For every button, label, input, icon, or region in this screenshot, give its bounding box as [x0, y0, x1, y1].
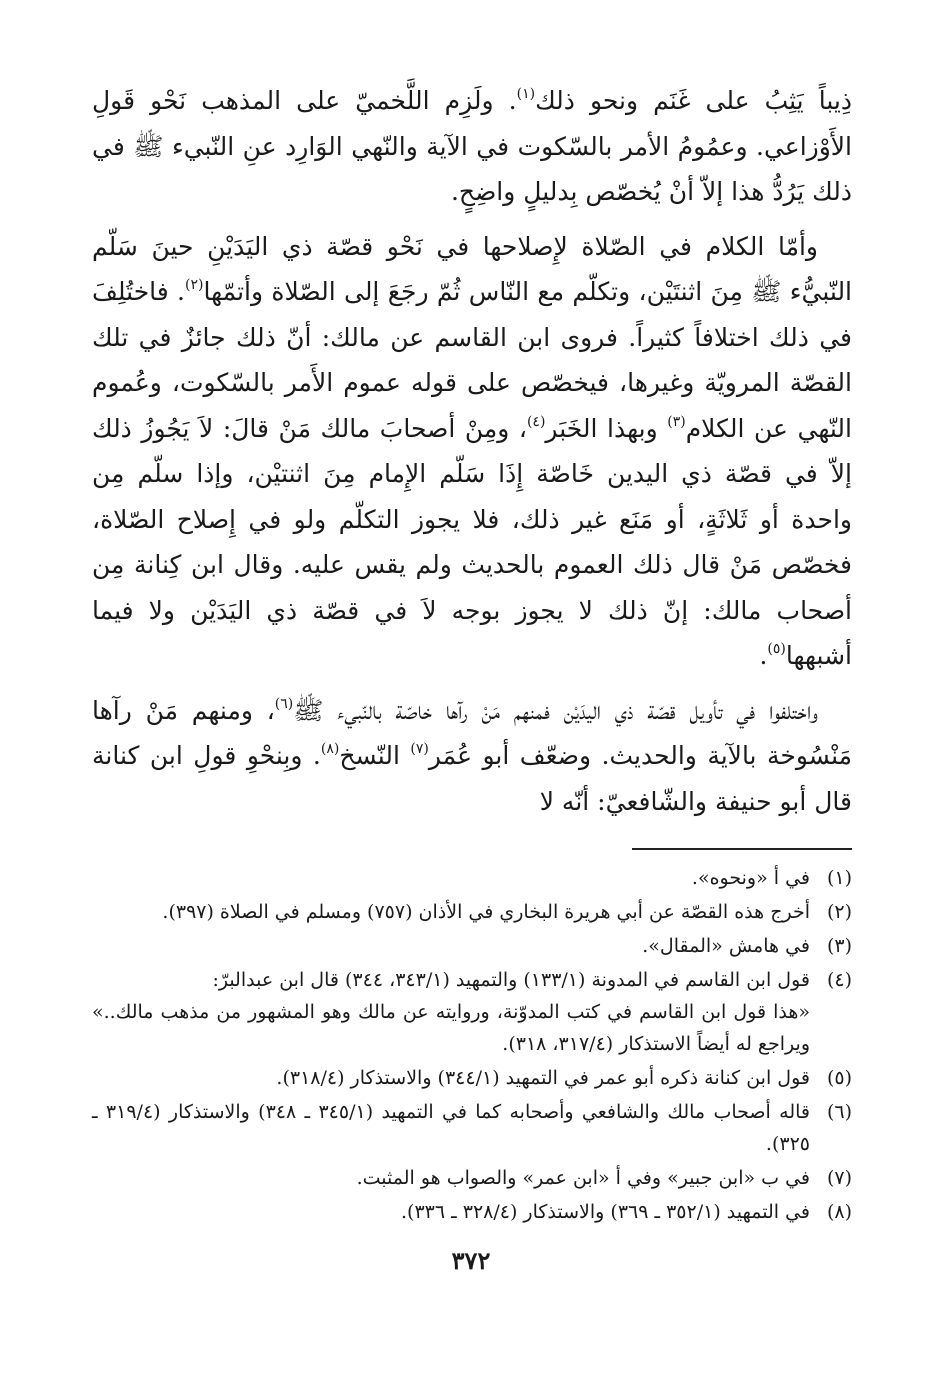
footnote-number: (٥): [826, 1067, 852, 1089]
footnote-number: (٦): [826, 1101, 852, 1123]
footnote: [92, 896, 852, 928]
footnote-divider: [632, 848, 852, 850]
footnote-text: [92, 1096, 810, 1160]
footnote-line: أخرج هذه القصّة عن أبي هريرة البخاري في الأذان (٧٥٧) ومسلم في الصلاة (٣٩٧).: [162, 901, 810, 923]
text-span: وبهذا الخَبَر: [545, 413, 668, 443]
footnote-line: قول ابن القاسم في المدونة (١٣٣/١) والتمهيد (٣٤٣/١، ٣٤٤) قال ابن عبدالبرّ:: [212, 969, 810, 991]
footnote-ref-4[interactable]: (٤): [526, 413, 546, 430]
footnote-line: في ب «ابن جبير» وفي أ «ابن عمر» والصواب هو المثبت.: [356, 1167, 810, 1189]
footnote-number: (٤): [826, 969, 852, 991]
footnote: [92, 1196, 852, 1228]
footnote-line: في هامش «المقال».: [642, 935, 810, 957]
footnote-text: [92, 896, 810, 928]
footnote-text: [92, 1196, 810, 1228]
text-span: ذِيباً يَثِبُ على غَنَم ونحو ذلك: [535, 86, 852, 115]
footnote: [92, 862, 852, 894]
paragraph-2: [92, 224, 852, 679]
text-span: .: [759, 641, 768, 670]
text-span: واختلفوا في تأويل قصّة ذي اليدَيْن فمنهم مَنْ رآها خاصّة بالنّبيء ﷺ: [293, 695, 818, 725]
footnote-number: (٣): [826, 935, 852, 957]
footnote-ref-7[interactable]: (٧): [410, 741, 429, 757]
main-text: [92, 78, 852, 824]
footnote-line: في التمهيد (٣٥٢/١ ـ ٣٦٩) والاستذكار (٣٢٨/٤ ـ ٣٣٦).: [401, 1201, 810, 1223]
footnote-text: [92, 1062, 810, 1094]
footnote-ref-6[interactable]: (٦): [274, 695, 294, 712]
footnote-text: [92, 930, 810, 962]
footnote-line: قول ابن كنانة ذكره أبو عمر في التمهيد (٣٤٤/١) والاستذكار (٣١٨/٤).: [276, 1067, 810, 1089]
footnote-number: (٧): [826, 1167, 852, 1189]
footnote-line: قاله أصحاب مالك والشافعي وأصحابه كما في التمهيد (٣٤٥/١ ـ ٣٤٨) والاستذكار (٣١٩/٤ ـ ٣٢٥).: [92, 1101, 810, 1155]
text-span: ، ومنهم مَنْ رآها مَنْسُوخة بالآية والحديث. وضعّف أبو عُمَر: [92, 695, 853, 770]
text-span: . ولَزِم اللَّخميّ على المذهب نَحْو قَولِ الأَوْزاعي. وعمُومُ الأمر بالسّكوت في الآية والنّهي الوَارِد عنِ النّبيء ﷺ في ذلك يَرُدُّ هذا إلاّ أنْ يُخصّص بِدليلٍ واضِحٍ.: [92, 86, 852, 206]
footnote-text: [92, 964, 810, 1060]
footnote-line: في أ «ونحوه».: [691, 867, 810, 889]
footnote-text: [92, 862, 810, 894]
paragraph-1: [92, 78, 852, 215]
footnote: [92, 1162, 852, 1194]
paragraph-3: [92, 688, 852, 825]
text-span: وأمّا الكلام في الصّلاة لإِصلاحها في نَحْو قصّة ذي اليَدَيْنِ حينَ سَلّم النّبيُّء ﷺ مِنَ اثنتَيْن، وتكلّم مع النّاس ثُمّ رجَعَ إلى الصّلاة وأتمّها: [92, 231, 853, 306]
footnote-ref-2[interactable]: (٢): [185, 277, 204, 293]
footnote: [92, 1062, 852, 1094]
footnote-ref-1[interactable]: (١): [516, 86, 536, 102]
footnote: [92, 964, 852, 1060]
text-span: ، ومِنْ أصحابَ مالك مَنْ قالَ: لاَ يَجُوزُ ذلك إلاّ في قصّة ذي اليدين خَاصّة إِذَا سَلّم الإِمام مِنَ اثنتيْن، وإذا سلّم مِن واحدة أو ثَلاثَةٍ، أو مَنَع غير ذلك، فلا يجوز التكلّم ولو في إِصلاح الصّلاة، فخصّص مَنْ قال ذلك العموم بالحديث ولم يقس عليه. وقال ابن كِنانة مِن أصحاب مالك: إنّ ذلك لا يجوز بوجه لاَ في قصّة ذي اليَدَيْن ولا فيما أشبهها: [92, 413, 852, 670]
footnote-ref-3[interactable]: (٣): [667, 413, 686, 430]
footnote-number: (٢): [826, 901, 852, 923]
footnote-number: (١): [826, 867, 852, 889]
footnote-text: [92, 1162, 810, 1194]
text-span: النّسخ: [339, 741, 411, 770]
footnote: [92, 1096, 852, 1160]
footnote: [92, 930, 852, 962]
footnote-line: «هذا قول ابن القاسم في كتب المدوّنة، وروايته عن مالك وهو المشهور من مذهب مالك..» ويراجع له أيضاً الاستذكار (٣١٧/٤، ٣١٨).: [92, 1001, 810, 1055]
footnote-ref-5[interactable]: (٥): [767, 641, 786, 657]
text-span: . وبِنحْوِ قولِ ابن كنانة قال أبو حنيفة والشّافعيّ: أنّه لا: [92, 741, 852, 816]
footnotes-list: [92, 862, 852, 1228]
footnote-number: (٨): [826, 1201, 852, 1223]
footnote-ref-8[interactable]: (٨): [320, 741, 340, 757]
page-number: ٣٧٢: [451, 1246, 491, 1275]
text-span: . فاختُلِفَ في ذلك اختلافاً كثيراً. فروى ابن القاسم عن مالك: أنّ ذلك جائزٌ في تلك القصّة المرويّة وغيرها، فيخصّص على قوله عموم الأَمر بالسّكوت، وعُموم النّهي عن الكلام: [92, 277, 852, 443]
